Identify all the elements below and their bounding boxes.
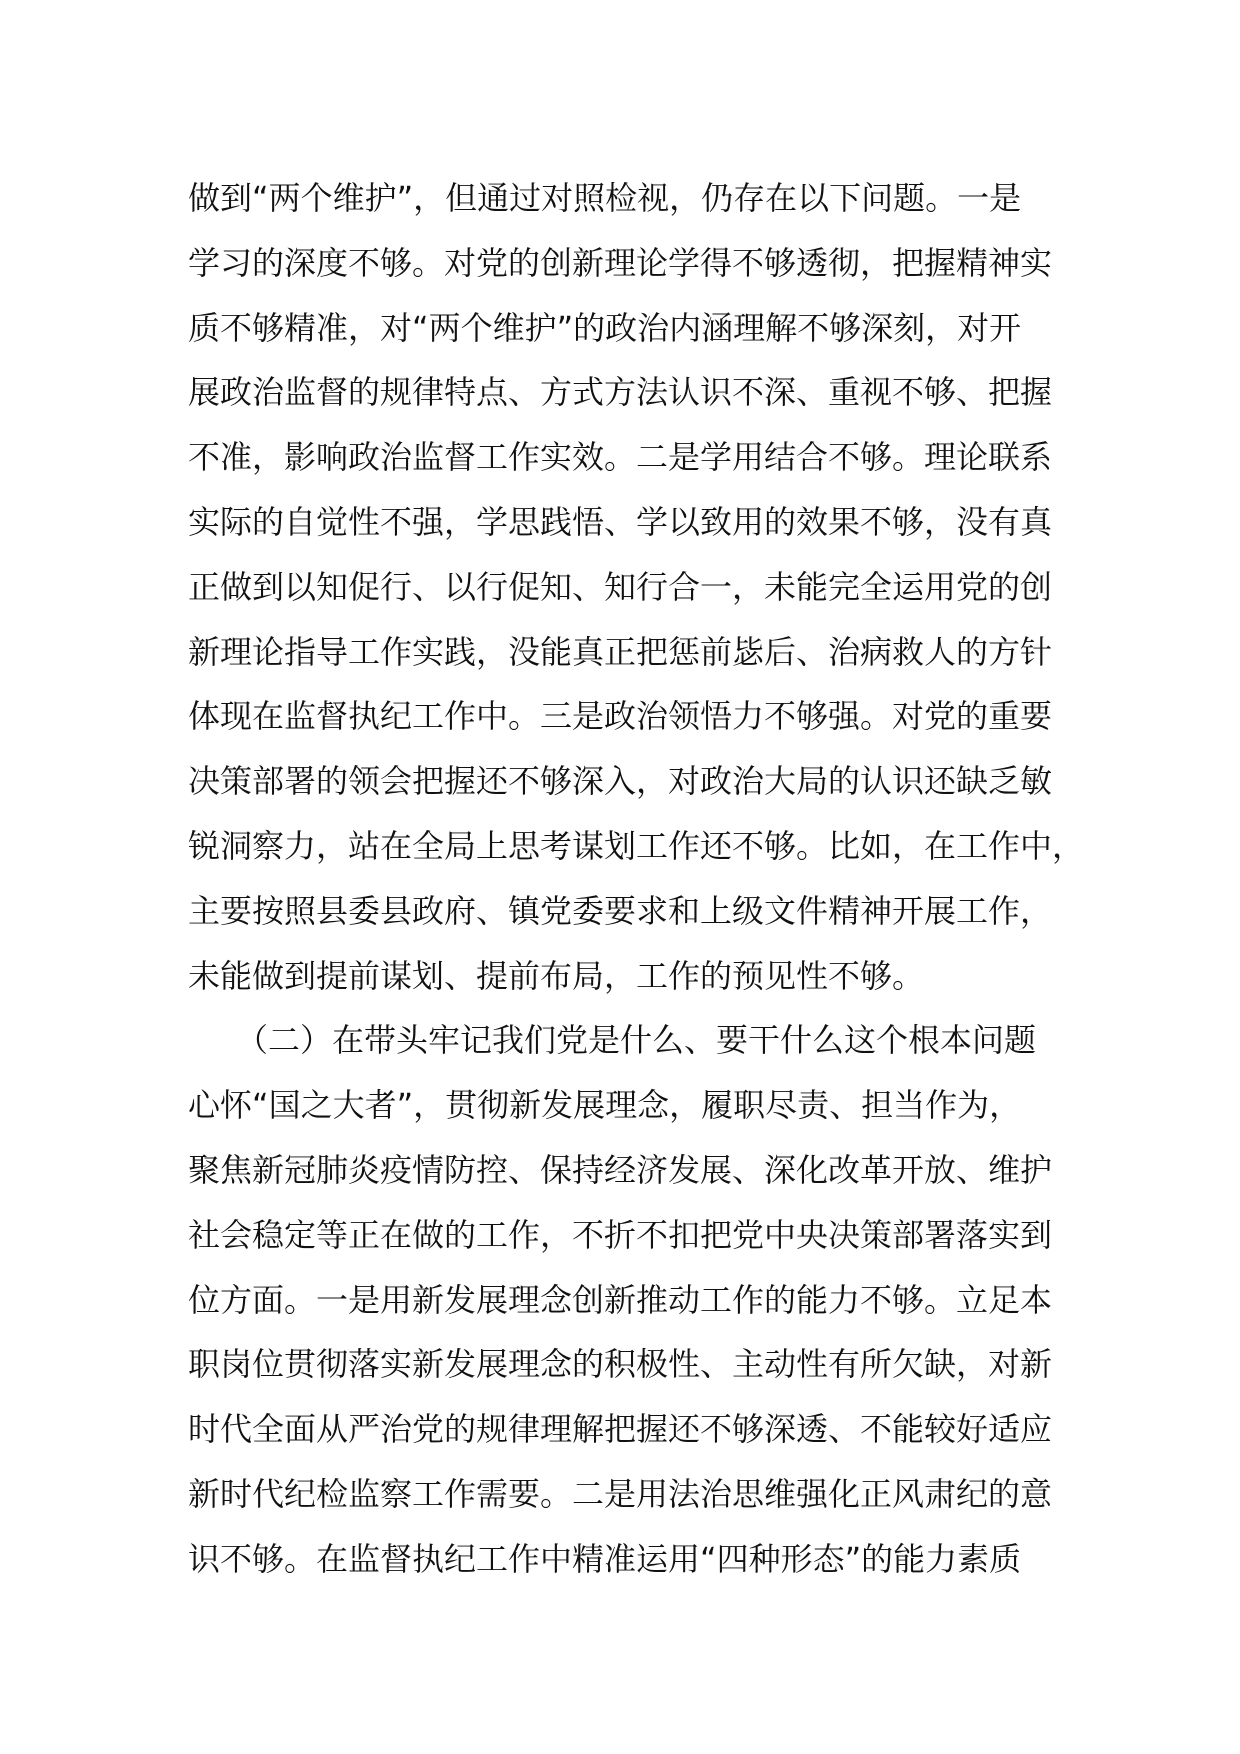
text-line: 聚焦新冠肺炎疫情防控、保持经济发展、深化改革开放、维护 [188, 1150, 1053, 1189]
text-line: 做到“两个维护”，但通过对照检视，仍存在以下问题。一是 [188, 179, 1022, 217]
text-line: 时代全面从严治党的规律理解把握还不够深透、不能较好适应 [188, 1410, 1053, 1449]
text-line: 职岗位贯彻落实新发展理念的积极性、主动性有所欠缺，对新 [188, 1345, 1053, 1384]
text-line: （二）在带头牢记我们党是什么、要干什么这个根本问题 [188, 1021, 1037, 1060]
text-line: 体现在监督执纪工作中。三是政治领悟力不够强。对党的重要 [188, 697, 1053, 736]
text-line: 未能做到提前谋划、提前布局，工作的预见性不够。 [188, 956, 925, 995]
text-line: 正做到以知促行、以行促知、知行合一，未能完全运用党的创 [188, 567, 1053, 606]
text-line: 新理论指导工作实践，没能真正把惩前毖后、治病救人的方针 [188, 632, 1053, 671]
text-line: 锐洞察力，站在全局上思考谋划工作还不够。比如，在工作中， [188, 826, 1085, 865]
text-line: 主要按照县委县政府、镇党委要求和上级文件精神开展工作， [188, 891, 1053, 930]
text-line: 心怀“国之大者”，贯彻新发展理念，履职尽责、担当作为， [188, 1086, 1022, 1125]
text-line: 识不够。在监督执纪工作中精准运用“四种形态”的能力素质 [188, 1539, 1022, 1578]
text-line: 位方面。一是用新发展理念创新推动工作的能力不够。立足本 [188, 1280, 1053, 1319]
body-text [188, 166, 1085, 1592]
text-line: 社会稳定等正在做的工作，不折不扣把党中央决策部署落实到 [188, 1215, 1053, 1254]
text-line: 不准，影响政治监督工作实效。二是学用结合不够。理论联系 [188, 438, 1053, 477]
text-line: 展政治监督的规律特点、方式方法认识不深、重视不够、把握 [188, 373, 1053, 412]
text-line: 学习的深度不够。对党的创新理论学得不够透彻，把握精神实 [188, 243, 1053, 282]
text-line: 质不够精准，对“两个维护”的政治内涵理解不够深刻，对开 [188, 308, 1022, 347]
text-line: 新时代纪检监察工作需要。二是用法治思维强化正风肃纪的意 [188, 1474, 1053, 1513]
text-line: 决策部署的领会把握还不够深入，对政治大局的认识还缺乏敏 [188, 762, 1053, 801]
text-line: 实际的自觉性不强，学思践悟、学以致用的效果不够，没有真 [188, 502, 1053, 541]
